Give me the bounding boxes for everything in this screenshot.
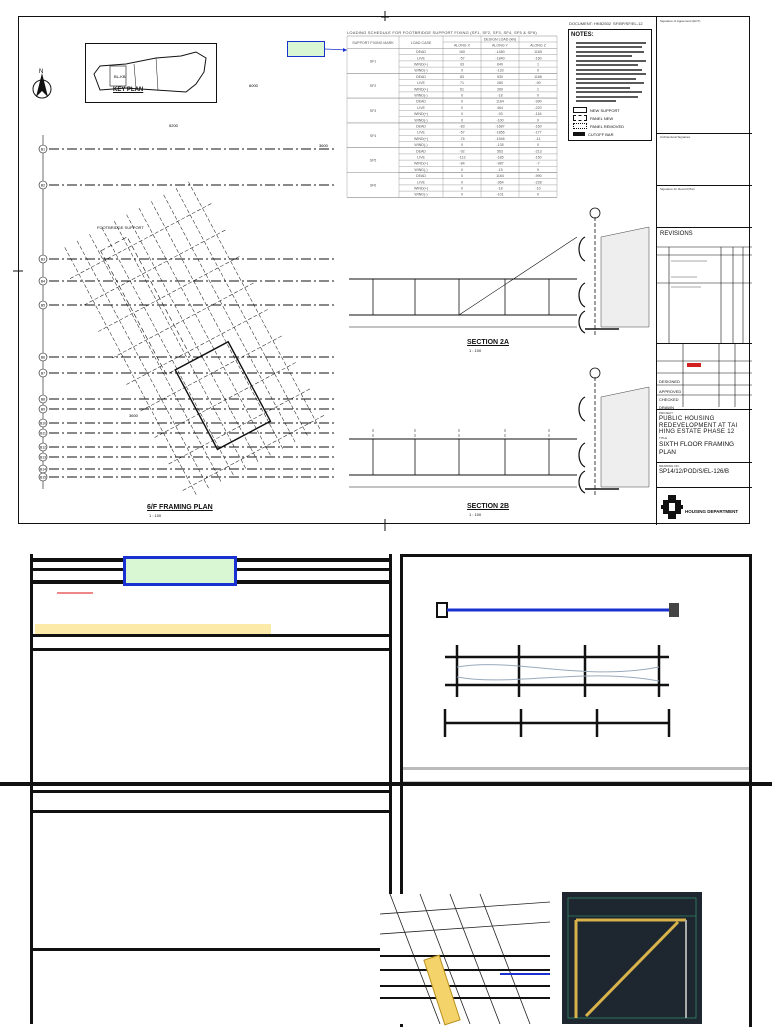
- loading-schedule: [347, 30, 557, 197]
- table-cell: WIND(-): [414, 143, 428, 148]
- grid-label: B8: [40, 397, 46, 402]
- table-header-cell: SUPPORT FIXING MARK: [352, 41, 394, 45]
- drawing-title: SIXTH FLOOR FRAMING PLAN: [659, 441, 735, 456]
- structure-line: [127, 215, 258, 462]
- table-cell: -92: [459, 149, 465, 154]
- structure-line: [89, 234, 220, 481]
- table-cell: 93: [460, 62, 464, 67]
- section-2a-drawing: [349, 197, 649, 337]
- table-cell: 260: [497, 87, 503, 92]
- table-header-cell: ALONG Y: [492, 43, 508, 48]
- grid-label: B2: [40, 183, 46, 188]
- legend: [573, 106, 651, 138]
- table-cell: 0: [537, 192, 539, 197]
- designed-label: DESIGNED: [659, 379, 680, 384]
- table-cell: 0: [461, 99, 463, 104]
- framing-plan-scale: 1 : 100: [149, 513, 162, 518]
- section-2a-scale: 1 : 100: [469, 348, 482, 353]
- table-cell: 464: [497, 105, 503, 110]
- table-cell: WIND(-): [414, 93, 428, 98]
- grid-label: B4: [40, 279, 46, 284]
- approved-label: APPROVED: [659, 389, 682, 394]
- zoom-panel-left: [30, 554, 392, 1024]
- table-cell: -160: [534, 124, 542, 129]
- support-mark-cell: SF3: [369, 109, 377, 113]
- section-2b-drawing: [349, 357, 649, 497]
- table-cell: -990: [534, 174, 542, 179]
- dimension-label: 3600: [319, 143, 328, 148]
- grid-label: B13: [39, 455, 47, 460]
- legend-item: [573, 130, 651, 138]
- legend-swatch: [573, 107, 587, 113]
- table-cell: 530: [497, 74, 503, 79]
- support-mark-cell: SF5: [369, 158, 377, 163]
- loading-table-title: LOADING SCHEDULE FOR FOOTBRIDGE SUPPORT FIXING (SF1, SF2, SF3, SF4, SF5 & SF6): [347, 30, 537, 35]
- structure-line: [140, 336, 281, 411]
- grid-label: B5: [40, 303, 46, 308]
- title-block: [656, 17, 751, 525]
- title-label: TITLE: [659, 436, 668, 440]
- grid-label: B9: [40, 407, 46, 412]
- notes-area: [567, 19, 655, 143]
- table-cell: -10: [535, 186, 541, 191]
- table-cell: 280: [497, 81, 503, 86]
- structure-line: [77, 241, 208, 488]
- table-cell: WIND(-): [414, 192, 428, 197]
- table-cell: LIVE: [417, 105, 425, 110]
- table-cell: 0: [461, 174, 463, 179]
- table-cell: 0: [461, 68, 463, 73]
- drawn-label: DRAWN: [659, 405, 674, 410]
- drawing-no: SP14/12/POD/S/EL-126/B: [659, 469, 730, 475]
- table-header-cell: ALONG Z: [530, 43, 546, 48]
- table-cell: 0: [537, 118, 539, 123]
- section-2a-title: SECTION 2A: [467, 339, 510, 346]
- table-cell: -185: [496, 155, 504, 160]
- legend-swatch: [573, 123, 587, 129]
- table-header-cell: LOAD CASE: [410, 41, 432, 45]
- footbridge-label: FOOTBRIDGE SUPPORT: [97, 225, 144, 230]
- key-plan-title: KEY PLAN: [113, 87, 144, 93]
- table-cell: -7: [536, 161, 540, 166]
- inset-cad-thumbnail: [562, 892, 702, 1024]
- table-cell: -113: [458, 155, 466, 160]
- table-cell: -57: [459, 56, 465, 61]
- table-cell: 1: [537, 87, 539, 92]
- grid-label: B6: [40, 355, 46, 360]
- table-cell: WIND(+): [413, 161, 429, 166]
- table-cell: WIND(-): [414, 167, 428, 172]
- loading-table-grid: [347, 36, 557, 197]
- table-subheader: DESIGN LOAD (kN): [483, 37, 517, 42]
- project-name: PUBLIC HOUSING REDEVELOPMENT AT TAI HING ESTATE PHASE 12: [659, 416, 738, 435]
- table-cell: -18: [497, 93, 503, 98]
- table-cell: -220: [534, 105, 542, 110]
- table-cell: 0: [537, 167, 539, 172]
- key-plan-frame: [85, 43, 217, 103]
- table-cell: -76: [459, 136, 465, 141]
- revisions-table: [657, 243, 752, 343]
- structure-line: [155, 362, 296, 437]
- table-header-cell: ALONG X: [454, 43, 470, 48]
- support-mark-cell: SF6: [369, 183, 377, 188]
- table-cell: -84: [459, 161, 465, 166]
- revisions-label: REVISIONS: [660, 231, 693, 237]
- legend-swatch: [573, 115, 587, 121]
- signature-label-1: Signature of Agreement (ECT): [660, 19, 701, 23]
- table-cell: 1166: [534, 74, 542, 79]
- grid-label: B11: [40, 431, 46, 436]
- callout-leader: [325, 45, 349, 55]
- table-cell: -177: [534, 130, 542, 135]
- notes-box: [568, 29, 652, 141]
- dimension-label: 3600: [129, 413, 138, 418]
- grid-label: B15: [39, 475, 47, 480]
- table-cell: -1840: [495, 56, 505, 61]
- department-name: HOUSING DEPARTMENT: [685, 509, 739, 514]
- table-cell: 0: [461, 118, 463, 123]
- table-cell: 0: [537, 93, 539, 98]
- table-cell: -1856: [495, 130, 505, 135]
- dimension-label: 5200: [169, 123, 178, 128]
- structure-line: [176, 188, 307, 435]
- table-cell: 0: [537, 143, 539, 148]
- table-cell: 71: [460, 81, 464, 86]
- checked-label: CHECKED: [659, 397, 679, 402]
- table-cell: -135: [496, 143, 504, 148]
- section-2b-title: SECTION 2B: [467, 503, 510, 510]
- table-cell: 160: [459, 50, 465, 55]
- table-cell: WIND(+): [413, 112, 429, 117]
- svg-text:N: N: [39, 69, 44, 75]
- notes-text-lines: [572, 40, 650, 104]
- doc-ref-value: SF/BP/SF/EL-12: [613, 21, 643, 26]
- table-cell: -364: [496, 180, 504, 185]
- table-cell: 1164: [496, 99, 504, 104]
- table-cell: -57: [459, 130, 465, 135]
- table-cell: WIND(+): [413, 136, 429, 141]
- table-cell: -90: [535, 81, 541, 86]
- table-cell: -987: [496, 161, 504, 166]
- table-cell: -1546: [495, 136, 505, 141]
- table-cell: LIVE: [417, 81, 425, 86]
- table-cell: -228: [534, 180, 542, 185]
- drawing-no-label: DRAWING NO.: [659, 464, 680, 468]
- legend-label: NEW SUPPORT: [590, 107, 620, 113]
- table-cell: DEAD: [416, 124, 426, 129]
- table-cell: 0: [461, 186, 463, 191]
- grid-label: B1: [40, 147, 46, 152]
- table-cell: -150: [534, 155, 542, 160]
- zoom-leader-line: [57, 592, 93, 594]
- legend-item: [573, 106, 651, 114]
- inset-plan-thumbnail: [380, 894, 550, 1024]
- legend-label: CUTOFF BAR: [588, 131, 614, 137]
- table-cell: -1480: [495, 50, 505, 55]
- legend-swatch: [573, 132, 585, 136]
- table-cell: 0: [461, 112, 463, 117]
- table-cell: 1: [537, 62, 539, 67]
- zoom-section-drawing: [433, 597, 693, 747]
- legend-label: PANEL NEW: [590, 115, 614, 121]
- grid-label: B14: [39, 467, 47, 472]
- support-mark-cell: SF2: [369, 84, 377, 89]
- structure-line: [139, 208, 270, 455]
- signature-label-3: Signature for Record Plan: [660, 187, 695, 191]
- support-mark-cell: SF4: [369, 133, 377, 138]
- table-cell: 0: [461, 167, 463, 172]
- legend-item: [573, 122, 651, 130]
- dimension-label: 6000: [249, 83, 258, 88]
- table-cell: 0: [461, 93, 463, 98]
- table-cell: LIVE: [417, 130, 425, 135]
- drawing-sheet: [18, 16, 750, 524]
- north-arrow-icon: [31, 67, 53, 103]
- table-cell: -133: [496, 68, 504, 73]
- structure-line: [151, 201, 282, 448]
- table-cell: -116: [534, 112, 542, 117]
- table-cell: -93: [497, 112, 503, 117]
- table-cell: DEAD: [416, 74, 426, 79]
- table-cell: WIND(-): [414, 68, 428, 73]
- callout-box[interactable]: [287, 41, 325, 57]
- table-cell: -18: [497, 186, 503, 191]
- table-cell: DEAD: [416, 174, 426, 179]
- table-cell: 83: [460, 74, 464, 79]
- table-cell: 0: [461, 143, 463, 148]
- key-plan-drawing: [86, 44, 216, 102]
- structure-line: [102, 228, 233, 475]
- table-cell: 0: [461, 180, 463, 185]
- table-cell: 1165: [534, 50, 542, 55]
- project-label: PROJECT: [659, 411, 674, 415]
- table-cell: LIVE: [417, 56, 425, 61]
- table-cell: DEAD: [416, 99, 426, 104]
- zoom-highlight-bar: [35, 624, 271, 634]
- table-cell: -213: [534, 149, 542, 154]
- table-cell: WIND(+): [413, 62, 429, 67]
- table-cell: DEAD: [416, 50, 426, 55]
- legend-label: PANEL REMOVED: [590, 123, 625, 129]
- table-cell: DEAD: [416, 149, 426, 154]
- table-cell: WIND(-): [414, 118, 428, 123]
- table-cell: 61: [460, 87, 464, 92]
- table-cell: WIND(+): [413, 186, 429, 191]
- structure-line: [112, 283, 253, 358]
- table-cell: -15: [497, 167, 503, 172]
- structure-line: [114, 221, 245, 468]
- grid-label: B12: [39, 445, 47, 450]
- signature-label-2: Architectural Signature: [660, 135, 691, 139]
- table-cell: 1164: [496, 174, 504, 179]
- housing-logo-icon: [661, 495, 683, 519]
- zoom-detail-area: [0, 540, 768, 1024]
- table-cell: 0: [537, 68, 539, 73]
- table-cell: LIVE: [417, 180, 425, 185]
- structure-line: [164, 195, 295, 442]
- grid-label: B3: [40, 257, 46, 262]
- table-cell: 563: [497, 149, 503, 154]
- table-cell: -101: [496, 192, 504, 197]
- section-2b-scale: 1 : 100: [469, 512, 482, 517]
- grid-label: B10: [39, 421, 47, 426]
- table-cell: -11: [535, 136, 541, 141]
- framing-plan-title: 6/F FRAMING PLAN: [147, 504, 213, 511]
- notes-title: NOTES:: [571, 32, 594, 38]
- table-cell: WIND(+): [413, 87, 429, 92]
- table-cell: -83: [459, 124, 465, 129]
- legend-item: [573, 114, 651, 122]
- table-cell: -160: [534, 56, 542, 61]
- table-cell: 0: [461, 105, 463, 110]
- svg-text:BL-KB: BL-KB: [114, 74, 126, 79]
- table-cell: -100: [496, 118, 504, 123]
- zoom-callout-box[interactable]: [123, 556, 237, 586]
- table-cell: -1687: [495, 124, 505, 129]
- table-cell: 640: [497, 62, 503, 67]
- support-mark-cell: SF1: [369, 59, 377, 64]
- grid-label: B7: [40, 371, 46, 376]
- table-cell: LIVE: [417, 155, 425, 160]
- table-cell: 0: [461, 192, 463, 197]
- table-cell: -990: [534, 99, 542, 104]
- doc-ref-label: DOCUMENT: HKB2502: [569, 21, 612, 26]
